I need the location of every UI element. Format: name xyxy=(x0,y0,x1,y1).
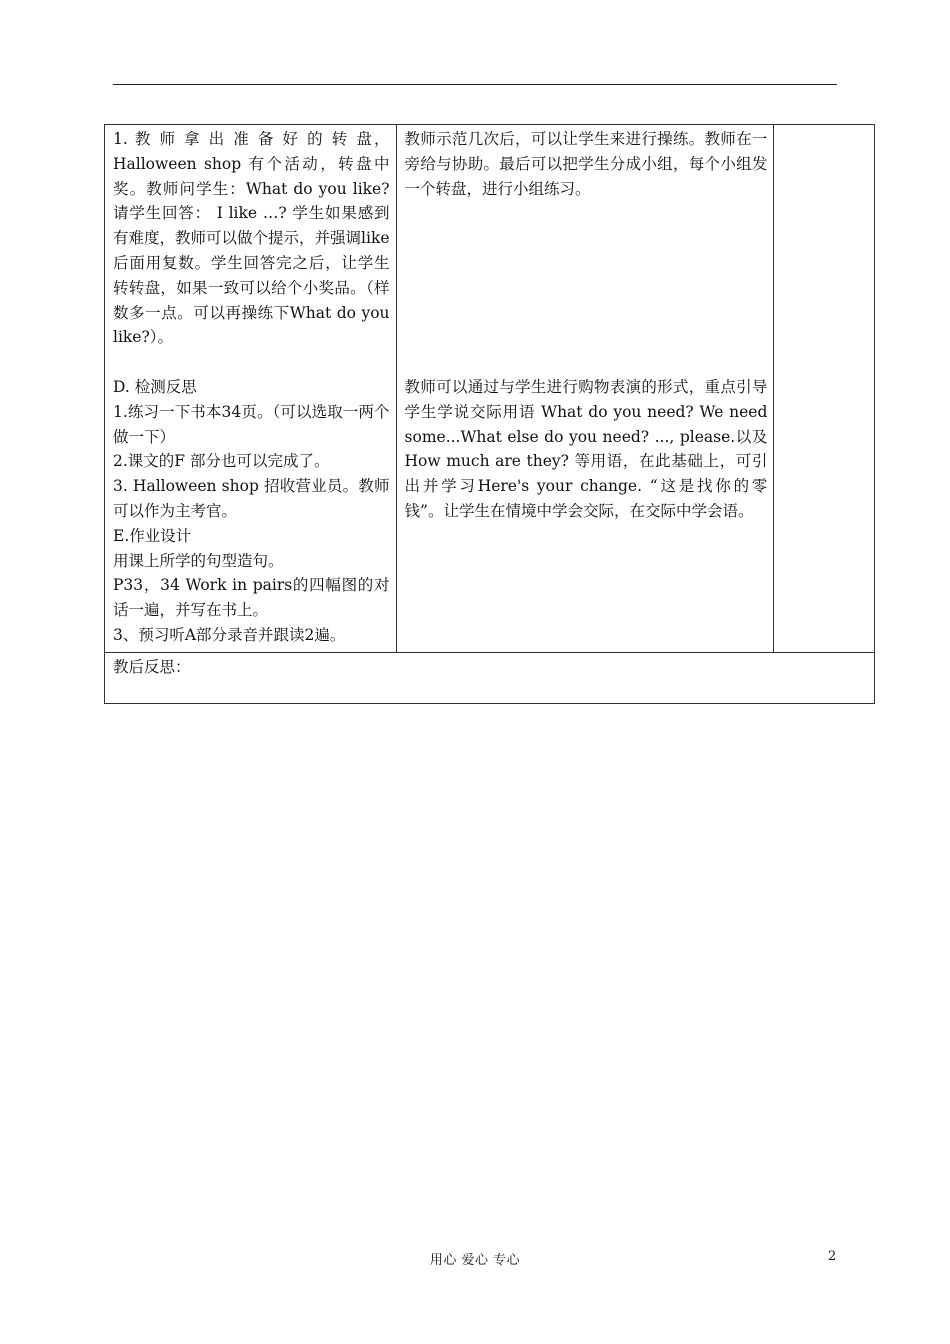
blank-line xyxy=(405,301,768,326)
header-rule xyxy=(113,84,837,85)
homework-item-3: 3、预习听A部分录音并跟读2遍。 xyxy=(113,625,346,644)
footer-motto: 用心 爱心 专心 xyxy=(429,1253,521,1268)
lesson-plan-table xyxy=(104,124,875,704)
page-number: 2 xyxy=(828,1249,837,1264)
activity-spinner-step: 1. 教 师 拿 出 准 备 好 的 转 盘，Halloween shop 有个活动，转盘中奖。教师问学生：What do you like? 请学生回答： I like …? 学生如果感到有难度，教师可以做个提示，并强调like后面用复数。学生回答完之后，让学生转转盘，如果一致可以给个小奖品。（样数多一点。可以再操练下What do you like?）。 xyxy=(113,130,390,347)
lesson-steps-row xyxy=(105,125,875,653)
reflection-label: 教后反思： xyxy=(113,657,191,676)
homework-item-1: 用课上所学的句型造句。 xyxy=(113,551,284,570)
exercise-item-1: 1.练习一下书本34页。（可以选取一两个做一下） xyxy=(113,402,390,446)
section-d-heading: D. 检测反思 xyxy=(113,377,197,396)
homework-item-2: P33，34 Work in pairs的四幅图的对话一遍，并写在书上。 xyxy=(113,576,390,620)
blank-line xyxy=(405,201,768,226)
exercise-item-2: 2.课文的F 部分也可以完成了。 xyxy=(113,452,330,471)
guidance-paragraph-1: 教师示范几次后，可以让学生来进行操练。教师在一旁给与协助。最后可以把学生分成小组，每个小组发一个转盘，进行小组练习。 xyxy=(404,130,768,198)
blank-line xyxy=(405,226,768,251)
exercise-item-3: 3. Halloween shop 招收营业员。教师可以作为主考官。 xyxy=(113,477,390,520)
blank-line xyxy=(113,350,390,375)
blank-line xyxy=(405,350,768,375)
blank-line xyxy=(405,251,768,276)
section-e-heading: E.作业设计 xyxy=(113,526,192,545)
reflection-cell xyxy=(105,652,875,703)
blank-line xyxy=(405,325,768,350)
teacher-guidance-cell xyxy=(396,125,774,653)
blank-line xyxy=(405,276,768,301)
notes-cell xyxy=(774,125,875,653)
guidance-paragraph-2: 教师可以通过与学生进行购物表演的形式，重点引导学生学说交际用语 What do you need? We need some...What else do you need? ..., please.以及 How much are they? 等用语，在此基础上，可引出并学习Here's your change. “这是找你的零钱”。让学生在情境中学会交际，在交际中学会语。 xyxy=(404,377,768,520)
teaching-steps-cell xyxy=(105,125,397,653)
reflection-row xyxy=(105,652,875,703)
